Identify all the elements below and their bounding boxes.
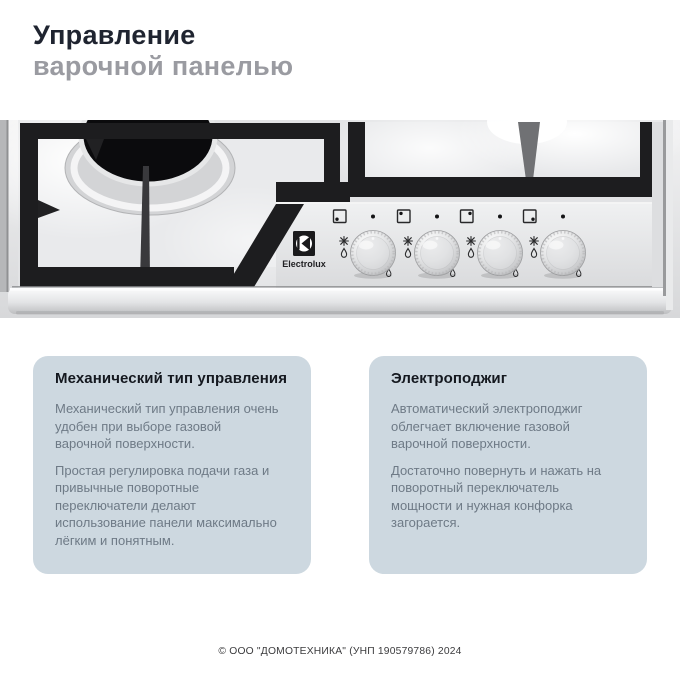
control-panel: [276, 202, 652, 290]
info-cards: [33, 356, 647, 574]
card-paragraph: Автоматический электроподжиг облегчает включение газовой варочной поверхности.: [391, 401, 583, 451]
card-paragraph: Механический тип управления очень удобен при выборе газовой варочной поверхности.: [55, 401, 279, 451]
electrolux-logo-icon: [293, 231, 315, 256]
hob-photo: [0, 120, 680, 318]
card-electric-ignition: [369, 356, 647, 574]
copyright-footer: [0, 646, 680, 657]
card-title: Электроподжиг: [391, 370, 508, 387]
page-title-line2: варочной панелью: [33, 51, 294, 82]
page-title-line1: Управление: [33, 20, 196, 50]
card-paragraph: Достаточно повернуть и нажать на поворотный переключатель мощности и нужная конфорка загорается.: [391, 462, 602, 530]
hob-photo-illustration: [0, 120, 680, 318]
brand-label: Electrolux: [282, 259, 326, 269]
copyright-text: © ООО "ДОМОТЕХНИКА" (УНП 190579786) 2024: [218, 646, 462, 657]
hob-front-edge: [8, 286, 672, 315]
card-mechanical-control: [33, 356, 311, 574]
card-paragraph: Простая регулировка подачи газа и привычные поворотные переключатели делают использование панели максимально лёгким и понятным.: [55, 462, 277, 548]
page-title: [33, 20, 293, 83]
card-title: Механический тип управления: [55, 370, 288, 387]
